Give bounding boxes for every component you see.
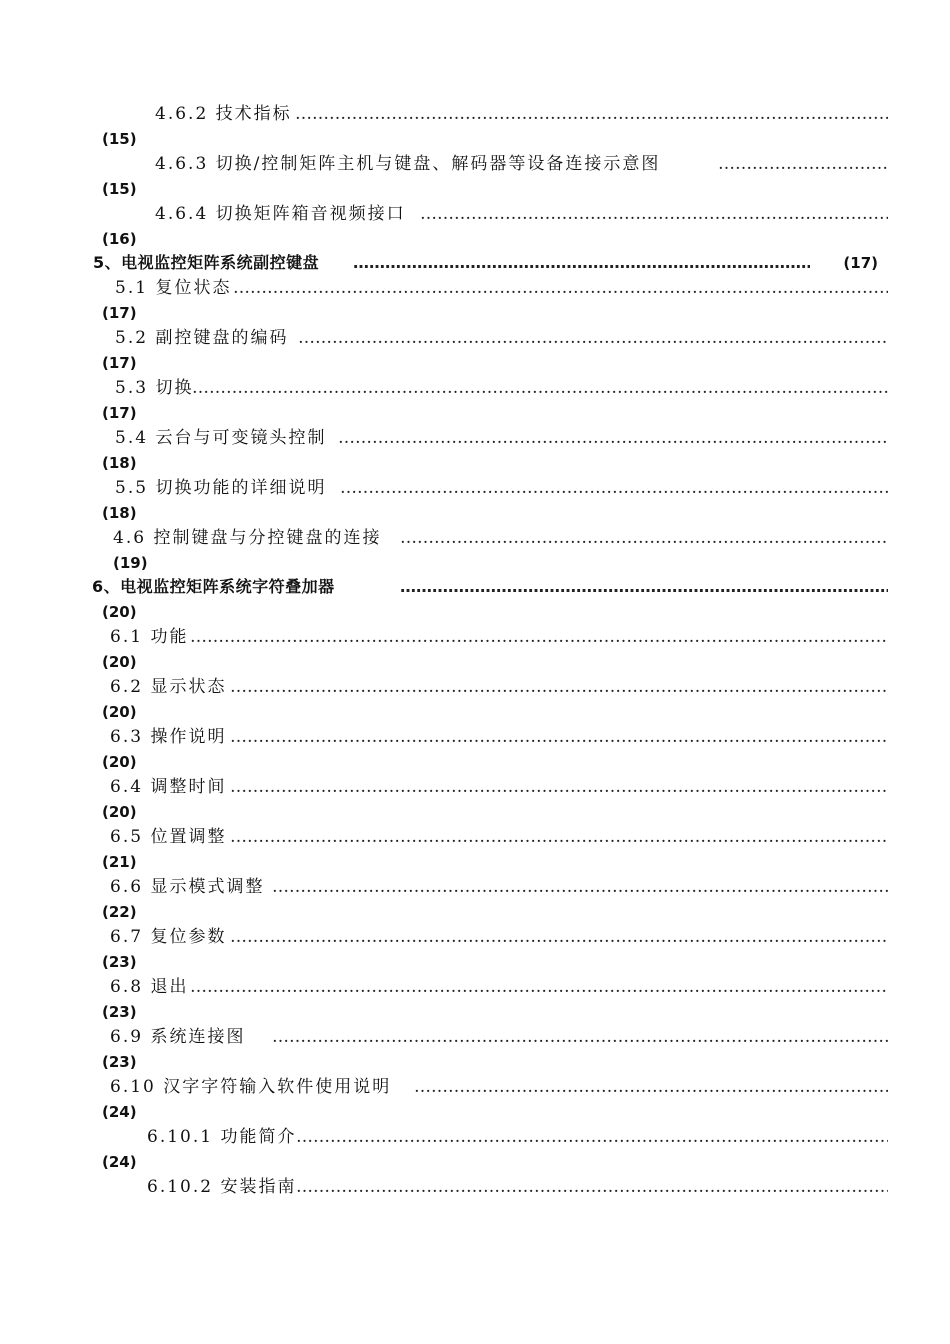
toc-entry-title: 6.5 位置调整	[110, 827, 227, 847]
dot-leader	[272, 876, 888, 898]
toc-entry-title: 6.4 调整时间	[110, 777, 227, 797]
page-number: (20)	[102, 703, 137, 721]
toc-page-number-row	[0, 552, 950, 574]
toc-entry-title: 6.2 显示状态	[110, 677, 227, 697]
toc-entry-title: 5.5 切换功能的详细说明	[115, 478, 327, 498]
dot-leader	[295, 103, 888, 125]
toc-page-number-row	[0, 228, 950, 250]
dot-leader	[414, 1076, 888, 1098]
toc-entry-title: 5.3 切换	[115, 378, 194, 398]
toc-page-number-row	[0, 352, 950, 374]
dot-leader	[230, 676, 888, 698]
page-number: (23)	[102, 953, 137, 971]
toc-entry-6-7	[0, 926, 950, 948]
toc-heading-5	[0, 252, 950, 274]
dot-leader	[190, 626, 888, 648]
toc-entry-6-10	[0, 1076, 950, 1098]
toc-entry-title: 5、电视监控矩阵系统副控键盘	[93, 253, 320, 272]
page-number: (20)	[102, 753, 137, 771]
dot-leader	[400, 576, 888, 598]
page-number: (24)	[102, 1103, 137, 1121]
toc-page-number-row	[0, 951, 950, 973]
toc-entry-6-1	[0, 626, 950, 648]
toc-entry-6-9	[0, 1026, 950, 1048]
toc-entry-4-6-2	[0, 103, 950, 125]
page-number: (16)	[102, 230, 137, 248]
toc-entry-title: 6.6 显示模式调整	[110, 877, 265, 897]
toc-entry-title: 6.10.1 功能简介	[147, 1127, 297, 1147]
dot-leader	[233, 277, 888, 299]
toc-entry-title: 6.1 功能	[110, 627, 189, 647]
toc-entry-title: 6.9 系统连接图	[110, 1027, 246, 1047]
page-number: (21)	[102, 853, 137, 871]
dot-leader	[230, 776, 888, 798]
toc-page-number-row	[0, 701, 950, 723]
dot-leader	[230, 826, 888, 848]
toc-entry-title: 5.4 云台与可变镜头控制	[115, 428, 327, 448]
dot-leader	[192, 377, 888, 399]
toc-entry-6-2	[0, 676, 950, 698]
toc-entry-6-3	[0, 726, 950, 748]
page-number: (22)	[102, 903, 137, 921]
toc-page-number-row	[0, 801, 950, 823]
toc-entry-6-5	[0, 826, 950, 848]
toc-page-number-row	[0, 1001, 950, 1023]
dot-leader	[230, 926, 888, 948]
toc-entry-5-2	[0, 327, 950, 349]
toc-page-number-row	[0, 1051, 950, 1073]
page-number: (15)	[102, 180, 137, 198]
dot-leader	[296, 1176, 888, 1198]
toc-page-number-row	[0, 601, 950, 623]
dot-leader	[338, 427, 888, 449]
page-number: (20)	[102, 803, 137, 821]
toc-entry-title: 6.8 退出	[110, 977, 189, 997]
dot-leader	[298, 327, 888, 349]
toc-page-number-row	[0, 751, 950, 773]
dot-leader	[190, 976, 888, 998]
toc-entry-title: 4.6 控制键盘与分控键盘的连接	[113, 528, 382, 548]
toc-page-number-row	[0, 1101, 950, 1123]
dot-leader	[272, 1026, 888, 1048]
page-number: (24)	[102, 1153, 137, 1171]
toc-entry-title: 4.6.3 切换/控制矩阵主机与键盘、解码器等设备连接示意图	[155, 154, 661, 174]
toc-entry-4-6-4	[0, 203, 950, 225]
page-number: (20)	[102, 603, 137, 621]
toc-page-number-row	[0, 651, 950, 673]
toc-page-number-row	[0, 901, 950, 923]
toc-entry-6-4	[0, 776, 950, 798]
page-number: (17)	[843, 254, 878, 272]
toc-entry-6-8	[0, 976, 950, 998]
page-number: (19)	[113, 554, 148, 572]
page-number: (23)	[102, 1003, 137, 1021]
toc-page-number-row	[0, 402, 950, 424]
toc-entry-5-4	[0, 427, 950, 449]
toc-entry-title: 5.1 复位状态	[115, 278, 232, 298]
toc-entry-6-10-2	[0, 1176, 950, 1198]
toc-entry-4-6	[0, 527, 950, 549]
toc-entry-5-3	[0, 377, 950, 399]
toc-entry-6-6	[0, 876, 950, 898]
toc-entry-4-6-3	[0, 153, 950, 175]
toc-entry-6-10-1	[0, 1126, 950, 1148]
page-number: (23)	[102, 1053, 137, 1071]
dot-leader	[296, 1126, 888, 1148]
page-number: (17)	[102, 404, 137, 422]
toc-entry-5-1	[0, 277, 950, 299]
toc-entry-title: 6.10 汉字字符输入软件使用说明	[110, 1077, 392, 1097]
toc-page-number-row	[0, 1151, 950, 1173]
toc-entry-title: 6.3 操作说明	[110, 727, 227, 747]
toc-entry-title: 5.2 副控键盘的编码	[115, 328, 289, 348]
page-number: (17)	[102, 354, 137, 372]
dot-leader	[718, 153, 888, 175]
toc-entry-title: 6.7 复位参数	[110, 927, 227, 947]
dot-leader	[230, 726, 888, 748]
dot-leader	[340, 477, 888, 499]
toc-page-number-row	[0, 302, 950, 324]
toc-page-number-row	[0, 178, 950, 200]
toc-entry-5-5	[0, 477, 950, 499]
page-number: (15)	[102, 130, 137, 148]
page-number: (18)	[102, 454, 137, 472]
dot-leader	[353, 252, 810, 274]
toc-entry-title: 4.6.4 切换矩阵箱音视频接口	[155, 204, 406, 224]
toc-entry-title: 6.10.2 安装指南	[147, 1177, 297, 1197]
page-number: (20)	[102, 653, 137, 671]
page-number: (18)	[102, 504, 137, 522]
toc-entry-title: 4.6.2 技术指标	[155, 104, 292, 124]
toc-page-number-row	[0, 851, 950, 873]
dot-leader	[400, 527, 888, 549]
toc-page-number-row	[0, 128, 950, 150]
toc-page-number-row	[0, 502, 950, 524]
toc-heading-6	[0, 576, 950, 598]
toc-entry-title: 6、电视监控矩阵系统字符叠加器	[92, 577, 335, 596]
toc-page-number-row	[0, 452, 950, 474]
dot-leader	[420, 203, 888, 225]
page-number: (17)	[102, 304, 137, 322]
